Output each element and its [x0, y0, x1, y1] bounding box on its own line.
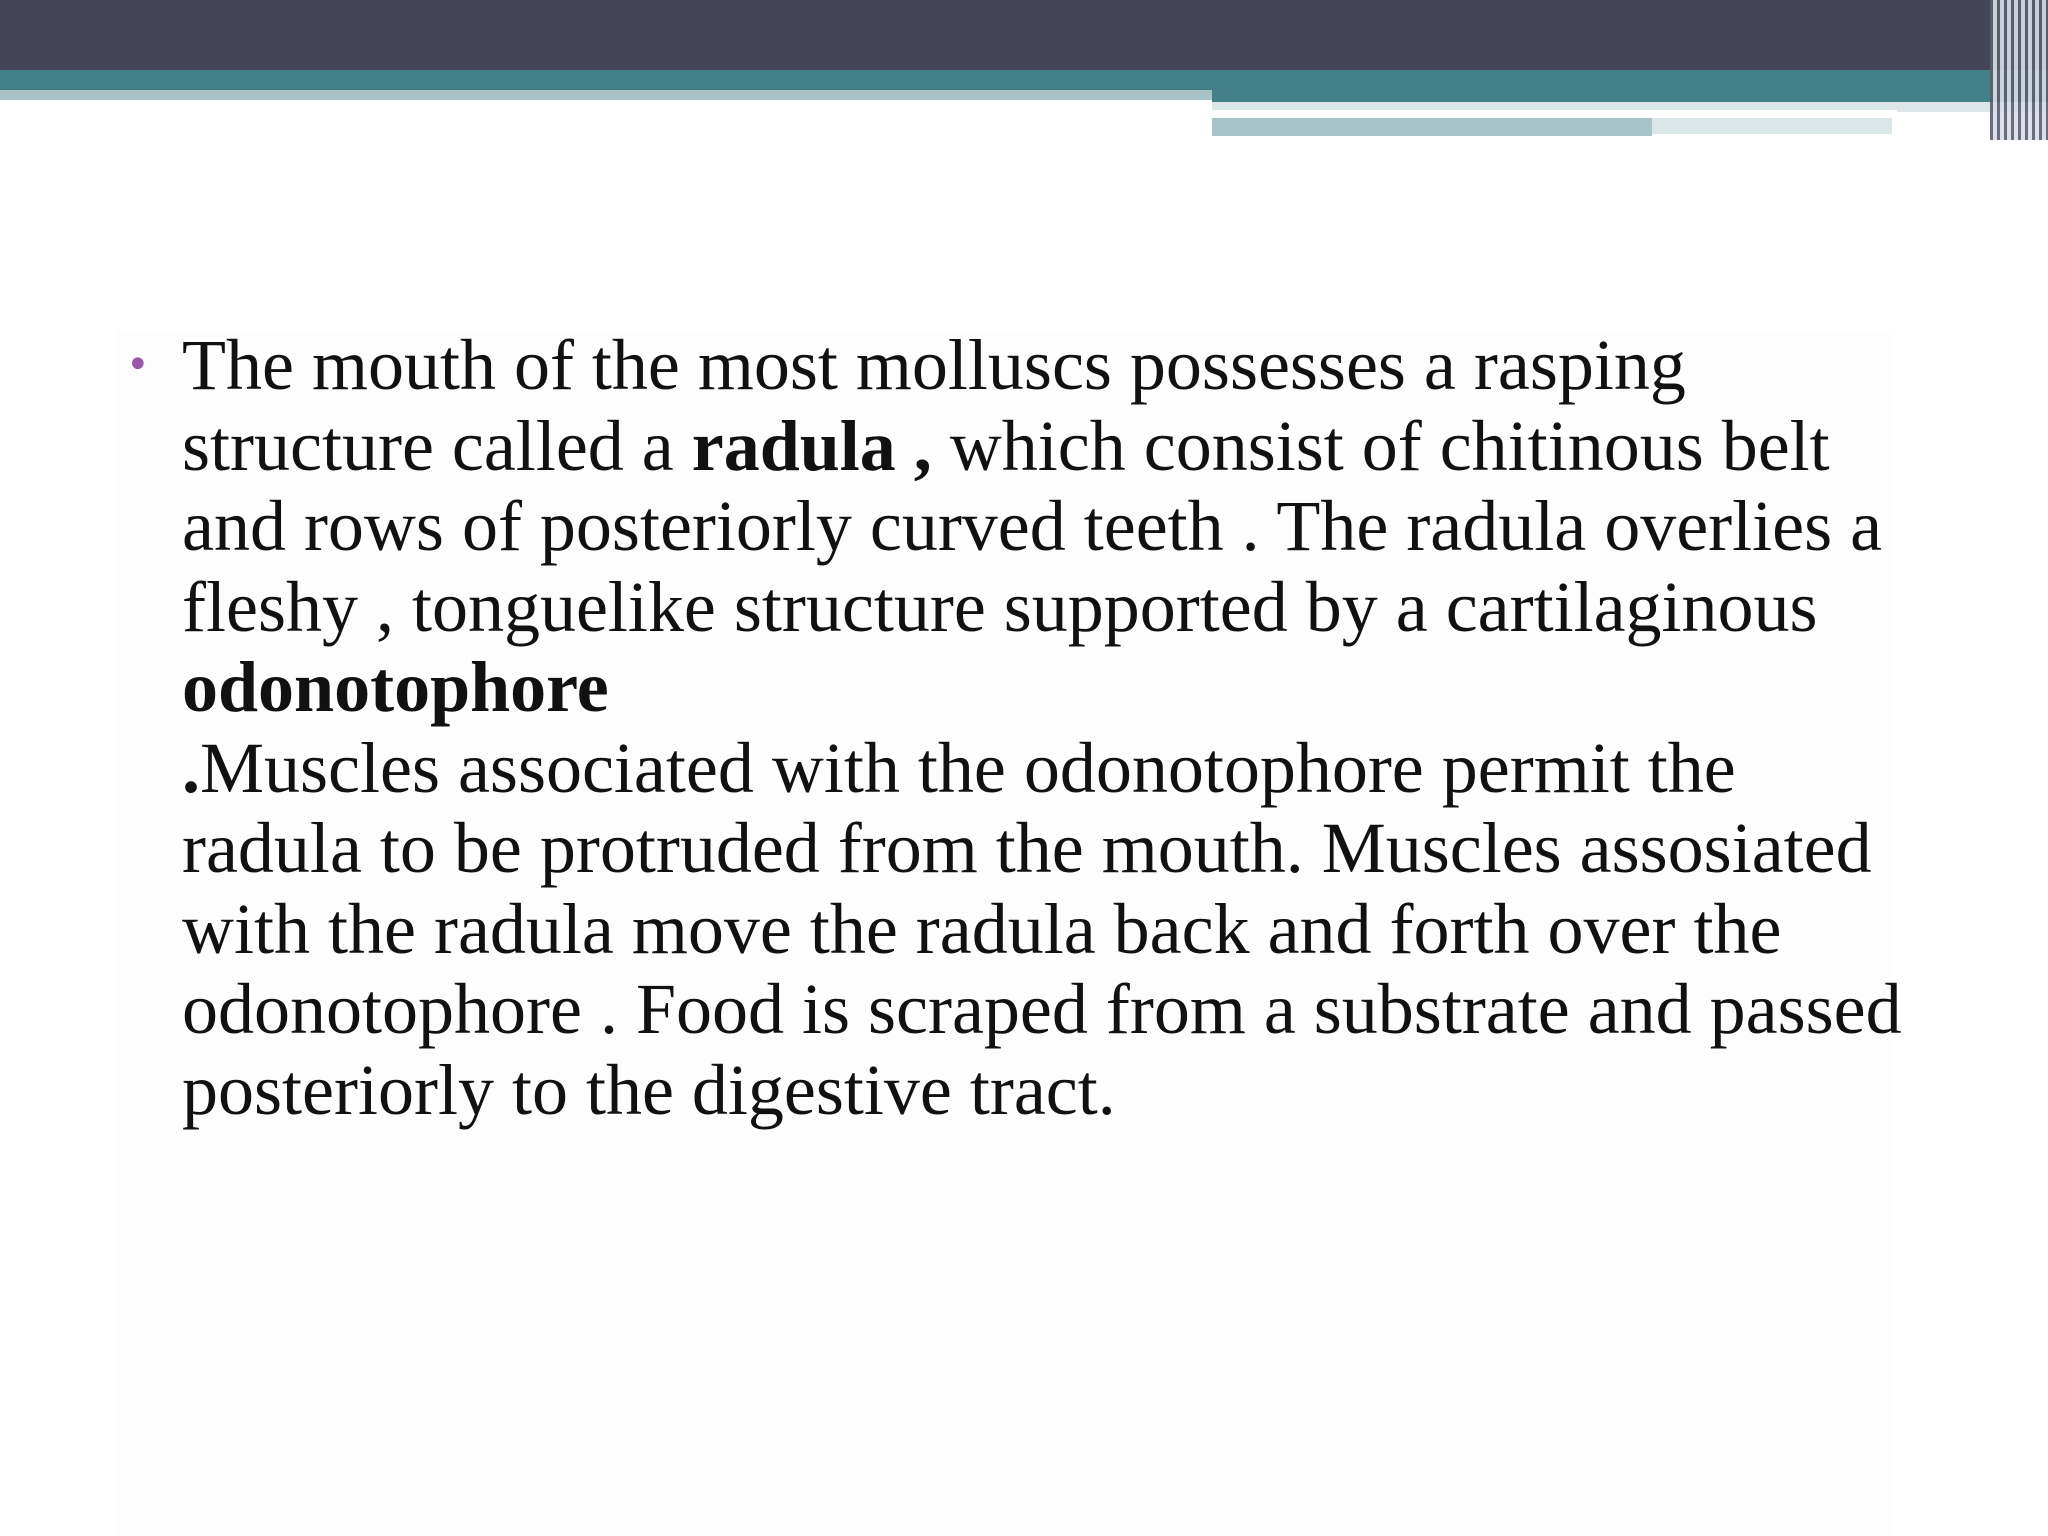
bullet-text-part2: which consist of chitinous belt and rows of posteriorly curved teeth . The radula overlies a fleshy , tonguelike structure supported by a cartilaginous — [182, 405, 1883, 647]
bullet-text — [182, 325, 1906, 1130]
header-band-teal — [0, 70, 2048, 90]
term-odonotophore-dot: . — [182, 727, 200, 808]
header-band-light-left — [0, 90, 1212, 100]
header-accent-line — [1212, 110, 1897, 114]
header-stripes — [1990, 0, 2048, 140]
term-radula: radula , — [691, 405, 932, 486]
header-band-dark — [0, 0, 2048, 70]
bullet-text-part1: The mouth of the most molluscs possesses a rasping structure called a — [182, 325, 1686, 486]
header-band-step — [1652, 118, 1892, 134]
header-band-teal-right — [1212, 90, 2048, 102]
bullet-text-part3: Muscles associated with the odonotophore permit the radula to be protruded from the mouth. Muscles assosiated with the radula move the radula back and forth over the odonotophore . Food is scraped from a substrate and passed posteriorly to the digestive tract. — [182, 727, 1902, 1130]
bullet-item — [126, 325, 1906, 1130]
bullet-marker: • — [126, 342, 150, 388]
term-odonotophore: odonotophore — [182, 647, 609, 727]
header-band-step — [1212, 118, 1652, 136]
